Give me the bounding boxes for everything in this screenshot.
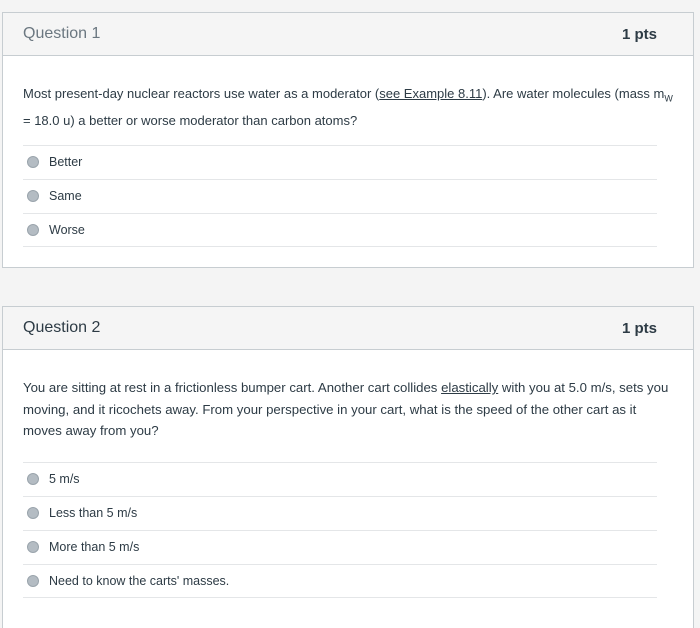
question-1-text-part: = 18.0 u) a better or worse moderator than carbon atoms? [23, 112, 358, 128]
radio-button[interactable] [27, 190, 39, 202]
radio-button[interactable] [27, 473, 39, 485]
radio-button[interactable] [27, 575, 39, 587]
answer-label: Better [49, 155, 83, 170]
question-2-text-part: You are sitting at rest in a frictionless bumper cart. Another cart collides [23, 380, 442, 395]
radio-button[interactable] [27, 507, 39, 519]
answer-option[interactable] [23, 145, 657, 179]
question-1-points: 1 pts [621, 25, 657, 43]
question-2-card [2, 306, 694, 628]
answer-label: Worse [49, 222, 85, 237]
question-1-header [3, 13, 693, 56]
question-2-text [3, 350, 693, 442]
answer-label: Less than 5 m/s [49, 506, 138, 520]
question-2-header [3, 307, 693, 350]
elastically-link[interactable]: elastically [441, 380, 499, 395]
answer-option[interactable] [23, 462, 657, 496]
question-2-answers [23, 462, 657, 598]
radio-button[interactable] [27, 541, 39, 553]
answer-option[interactable] [23, 179, 657, 213]
answer-option[interactable] [23, 213, 657, 247]
question-1-card [2, 12, 694, 268]
answer-label: More than 5 m/s [49, 540, 140, 554]
question-1-text-part: ). Are water molecules (mass m [482, 86, 665, 101]
radio-button[interactable] [27, 224, 39, 236]
answer-label: 5 m/s [49, 472, 80, 486]
question-2-points: 1 pts [621, 319, 657, 337]
question-1-title: Question 1 [23, 25, 101, 42]
question-2-text-part: with you at 5.0 m/s, sets you moving, and it ricochets away. From your perspective in your cart, what is the speed of the other cart as it moves away from you? [23, 380, 669, 438]
question-1-text [3, 56, 693, 131]
radio-button[interactable] [27, 156, 39, 168]
answer-label: Same [49, 189, 82, 204]
question-1-answers [23, 145, 657, 247]
answer-option[interactable] [23, 496, 657, 530]
answer-label: Need to know the carts' masses. [49, 573, 230, 588]
example-link[interactable]: see Example 8.11 [379, 86, 483, 101]
question-1-text-part: Most present-day nuclear reactors use water as a moderator ( [23, 86, 380, 101]
answer-option[interactable] [23, 530, 657, 564]
question-2-title: Question 2 [23, 319, 101, 336]
answer-option[interactable] [23, 564, 657, 598]
mass-subscript: W [664, 93, 673, 104]
